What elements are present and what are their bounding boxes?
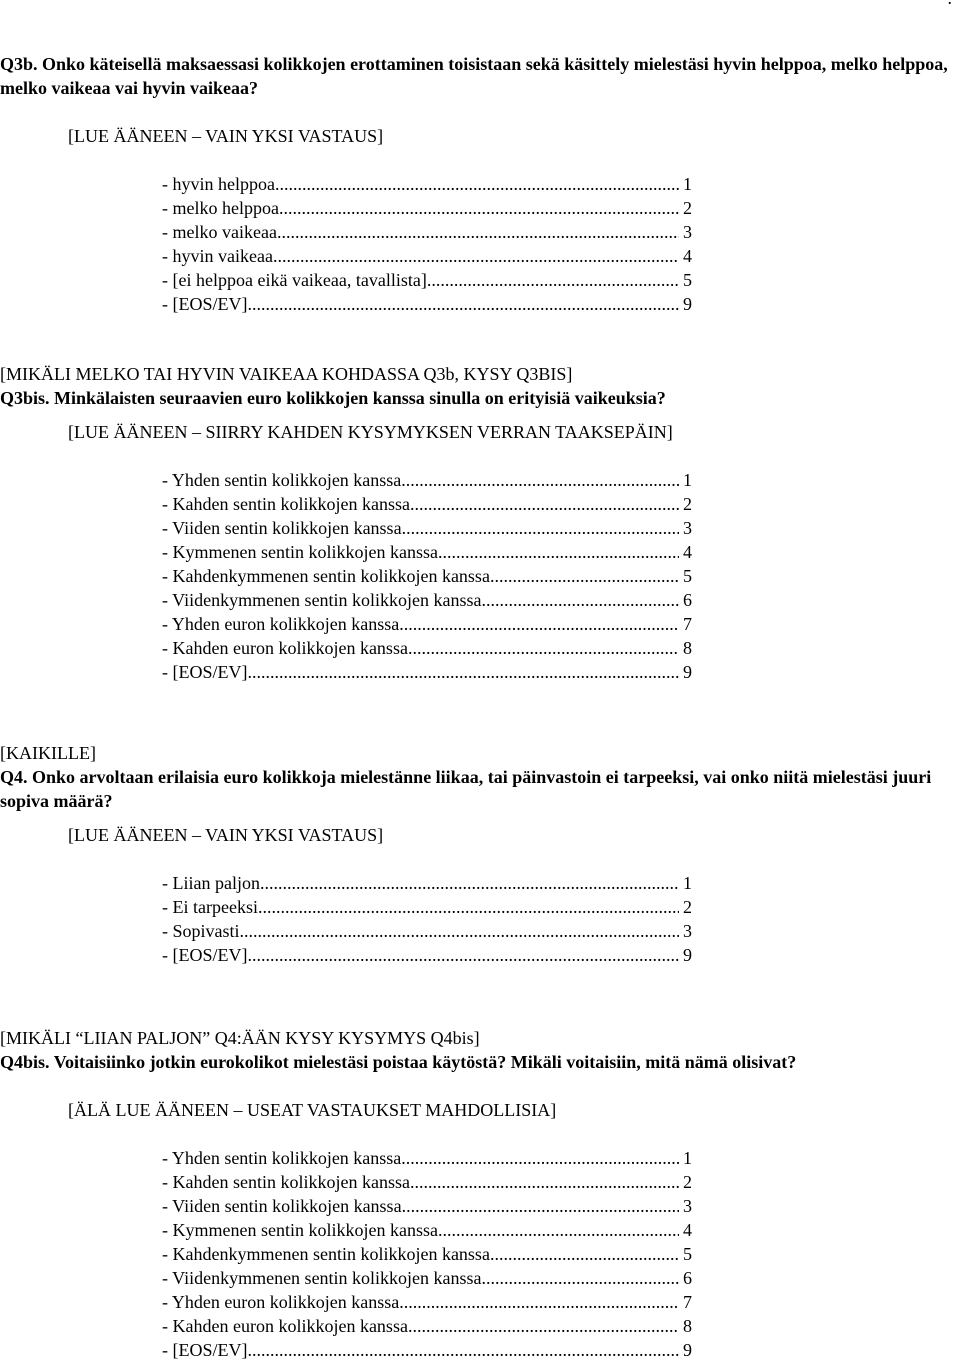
- option-code: 7: [683, 614, 692, 634]
- option-code: 1: [683, 174, 692, 194]
- option-label: - Kahdenkymmenen sentin kolikkojen kanssa: [162, 566, 490, 586]
- condition-note: [MIKÄLI MELKO TAI HYVIN VAIKEAA KOHDASSA Q3b, KYSY Q3BIS]: [0, 364, 573, 384]
- option-item: [162, 919, 692, 943]
- option-code: 2: [683, 198, 692, 218]
- leader-dots: [260, 871, 679, 895]
- option-label: - Kahden euron kolikkojen kanssa: [162, 638, 408, 658]
- option-code: 7: [683, 1292, 692, 1312]
- instruction: [LUE ÄÄNEEN – SIIRRY KAHDEN KYSYMYKSEN VERRAN TAAKSEPÄIN]: [68, 422, 673, 442]
- option-code: 2: [683, 1172, 692, 1192]
- option-code: 9: [683, 294, 692, 314]
- leader-dots: [277, 220, 679, 244]
- leader-dots: [438, 1218, 679, 1242]
- option-item: [162, 516, 692, 540]
- option-list: [0, 172, 952, 316]
- question-text: Q3b. Onko käteisellä maksaessasi kolikkojen erottaminen toisistaan sekä käsittely mielestäsi hyvin helppoa, melko helppoa, melko vaikeaa vai hyvin vaikeaa?: [0, 54, 948, 98]
- option-item: [162, 1146, 692, 1170]
- option-item: [162, 196, 692, 220]
- option-item: [162, 220, 692, 244]
- option-code: 8: [683, 638, 692, 658]
- leader-dots: [401, 468, 679, 492]
- condition-note: [KAIKILLE]: [0, 743, 96, 763]
- leader-dots: [438, 540, 679, 564]
- option-item: [162, 1266, 692, 1290]
- option-code: 4: [683, 246, 692, 266]
- option-label: - Sopivasti: [162, 921, 240, 941]
- question-q3b: [0, 52, 952, 316]
- leader-dots: [408, 1314, 679, 1338]
- option-label: - Yhden euron kolikkojen kanssa: [162, 1292, 400, 1312]
- option-label: - Kymmenen sentin kolikkojen kanssa: [162, 1220, 438, 1240]
- option-code: 3: [683, 921, 692, 941]
- option-label: - Kahden euron kolikkojen kanssa: [162, 1316, 408, 1336]
- option-item: [162, 1338, 692, 1362]
- leader-dots: [401, 1146, 679, 1170]
- leader-dots: [410, 492, 679, 516]
- option-code: 3: [683, 518, 692, 538]
- option-label: - melko vaikeaa: [162, 222, 277, 242]
- leader-dots: [399, 1290, 679, 1314]
- leader-dots: [490, 1242, 679, 1266]
- instruction: [ÄLÄ LUE ÄÄNEEN – USEAT VASTAUKSET MAHDOLLISIA]: [68, 1100, 557, 1120]
- question-text: Q4. Onko arvoltaan erilaisia euro kolikkoja mielestänne liikaa, tai päinvastoin ei tarpeeksi, vai onko niitä mielestäsi juuri sopiva määrä?: [0, 767, 932, 811]
- leader-dots: [275, 172, 679, 196]
- option-code: 1: [683, 1148, 692, 1168]
- option-code: 5: [683, 270, 692, 290]
- question-q4bis: [0, 1026, 952, 1362]
- option-code: 1: [683, 470, 692, 490]
- option-label: - hyvin helppoa: [162, 174, 275, 194]
- question-text: Q4bis. Voitaisiinko jotkin eurokolikot mielestäsi poistaa käytöstä? Mikäli voitaisiin, mitä nämä olisivat?: [0, 1052, 797, 1072]
- option-item: [162, 564, 692, 588]
- option-item: [162, 1314, 692, 1338]
- option-label: - Viidenkymmenen sentin kolikkojen kanssa: [162, 1268, 482, 1288]
- option-label: - Kahden sentin kolikkojen kanssa: [162, 494, 410, 514]
- corner-mark: [948, 0, 953, 10]
- question-text: Q3bis. Minkälaisten seuraavien euro kolikkojen kanssa sinulla on erityisiä vaikeuksia?: [0, 388, 666, 408]
- option-item: [162, 636, 692, 660]
- leader-dots: [490, 564, 679, 588]
- option-code: 6: [683, 590, 692, 610]
- option-item: [162, 244, 692, 268]
- question-q3bis: [0, 362, 952, 684]
- leader-dots: [247, 292, 679, 316]
- option-code: 6: [683, 1268, 692, 1288]
- leader-dots: [273, 244, 679, 268]
- option-code: 3: [683, 1196, 692, 1216]
- option-label: - Yhden euron kolikkojen kanssa: [162, 614, 400, 634]
- option-code: 4: [683, 542, 692, 562]
- option-item: [162, 1218, 692, 1242]
- option-label: - Viiden sentin kolikkojen kanssa: [162, 1196, 402, 1216]
- leader-dots: [427, 268, 679, 292]
- option-item: [162, 172, 692, 196]
- option-item: [162, 943, 692, 967]
- leader-dots: [410, 1170, 679, 1194]
- option-label: - Yhden sentin kolikkojen kanssa: [162, 1148, 402, 1168]
- leader-dots: [402, 1194, 679, 1218]
- option-item: [162, 1194, 692, 1218]
- option-label: - Ei tarpeeksi: [162, 897, 258, 917]
- condition-note: [MIKÄLI “LIIAN PALJON” Q4:ÄÄN KYSY KYSYMYS Q4bis]: [0, 1028, 480, 1048]
- option-label: - Liian paljon: [162, 873, 260, 893]
- option-label: - [EOS/EV]: [162, 294, 248, 314]
- option-code: 9: [683, 945, 692, 965]
- option-item: [162, 612, 692, 636]
- leader-dots: [240, 919, 679, 943]
- option-label: - [ei helppoa eikä vaikeaa, tavallista]: [162, 270, 427, 290]
- leader-dots: [279, 196, 679, 220]
- option-item: [162, 540, 692, 564]
- option-item: [162, 895, 692, 919]
- leader-dots: [247, 1338, 679, 1362]
- leader-dots: [408, 636, 679, 660]
- option-code: 9: [683, 1340, 692, 1360]
- option-label: - Kahden sentin kolikkojen kanssa: [162, 1172, 410, 1192]
- option-code: 5: [683, 566, 692, 586]
- option-label: - [EOS/EV]: [162, 945, 248, 965]
- leader-dots: [258, 895, 679, 919]
- option-item: [162, 468, 692, 492]
- instruction: [LUE ÄÄNEEN – VAIN YKSI VASTAUS]: [68, 126, 384, 146]
- option-code: 9: [683, 662, 692, 682]
- option-code: 2: [683, 494, 692, 514]
- option-item: [162, 871, 692, 895]
- option-code: 1: [683, 873, 692, 893]
- leader-dots: [247, 943, 679, 967]
- option-item: [162, 588, 692, 612]
- option-label: - Kahdenkymmenen sentin kolikkojen kanssa: [162, 1244, 490, 1264]
- option-item: [162, 660, 692, 684]
- option-list: [0, 1146, 952, 1362]
- option-item: [162, 492, 692, 516]
- option-code: 8: [683, 1316, 692, 1336]
- option-code: 2: [683, 897, 692, 917]
- option-label: - [EOS/EV]: [162, 1340, 248, 1360]
- option-code: 5: [683, 1244, 692, 1264]
- option-item: [162, 1242, 692, 1266]
- option-label: - melko helppoa: [162, 198, 279, 218]
- option-label: - Kymmenen sentin kolikkojen kanssa: [162, 542, 438, 562]
- option-list: [0, 468, 952, 684]
- option-label: - Viiden sentin kolikkojen kanssa: [162, 518, 402, 538]
- leader-dots: [399, 612, 679, 636]
- leader-dots: [482, 1266, 679, 1290]
- option-list: [0, 871, 952, 967]
- leader-dots: [482, 588, 679, 612]
- question-q4: [0, 741, 952, 967]
- option-label: - Yhden sentin kolikkojen kanssa: [162, 470, 402, 490]
- option-item: [162, 268, 692, 292]
- option-code: 4: [683, 1220, 692, 1240]
- instruction: [LUE ÄÄNEEN – VAIN YKSI VASTAUS]: [68, 825, 384, 845]
- leader-dots: [247, 660, 679, 684]
- option-item: [162, 292, 692, 316]
- option-label: - hyvin vaikeaa: [162, 246, 273, 266]
- option-item: [162, 1170, 692, 1194]
- option-label: - Viidenkymmenen sentin kolikkojen kanssa: [162, 590, 482, 610]
- option-code: 3: [683, 222, 692, 242]
- leader-dots: [402, 516, 679, 540]
- option-item: [162, 1290, 692, 1314]
- option-label: - [EOS/EV]: [162, 662, 248, 682]
